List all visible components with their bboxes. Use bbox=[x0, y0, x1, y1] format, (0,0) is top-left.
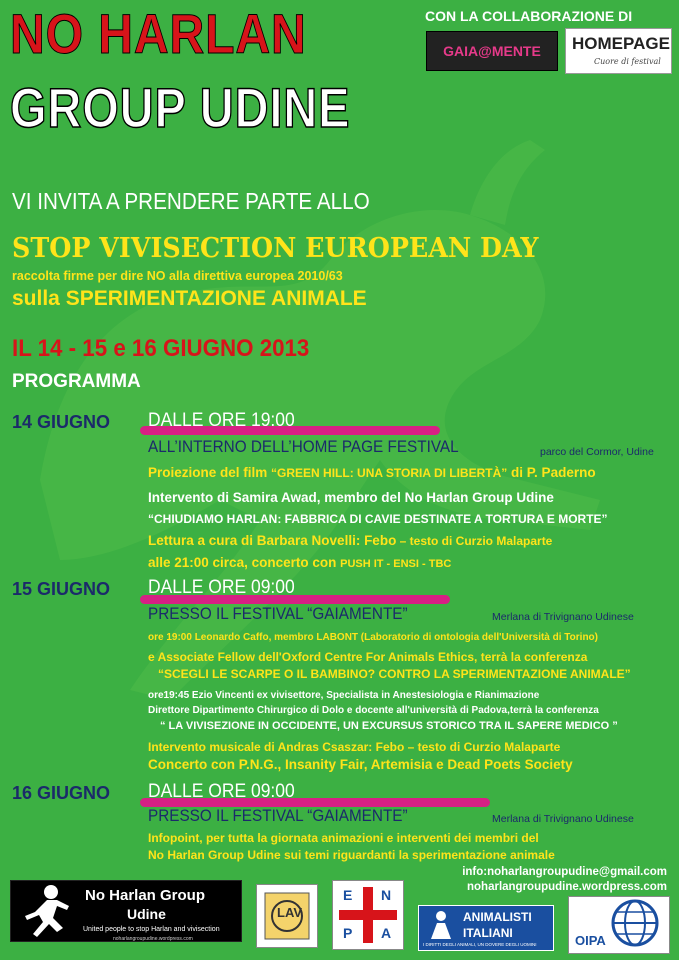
day-14-line3: “CHIUDIAMO HARLAN: FABBRICA DI CAVIE DESTINATE A TORTURA E MORTE” bbox=[148, 512, 608, 526]
reading-intro: Lettura a cura di Barbara Novelli: Febo bbox=[148, 533, 397, 548]
day-16-label: 16 GIUGNO bbox=[12, 783, 111, 803]
homepage-logo-text: HOMEPAGE bbox=[572, 34, 670, 53]
no-harlan-logo bbox=[10, 880, 242, 942]
day-15-hour: DALLE ORE 09:00 bbox=[148, 577, 295, 598]
homepage-logo-subtitle: Cuore di festival bbox=[594, 57, 661, 66]
day-14-line1 bbox=[148, 465, 596, 480]
enpa-letter-n: N bbox=[381, 887, 392, 903]
day-16-line2: No Harlan Group Udine sui temi riguardanti la sperimentazione animale bbox=[148, 848, 555, 862]
title-line2: GROUP UDINE bbox=[10, 76, 351, 139]
day-15-line2: e Associate Fellow dell'Oxford Centre For Animals Ethics, terrà la conferenza bbox=[148, 650, 588, 664]
day-15-line8: Concerto con P.N.G., Insanity Fair, Artemisia e Dead Poets Society bbox=[148, 757, 573, 772]
day-16-hour: DALLE ORE 09:00 bbox=[148, 781, 295, 802]
day-16-line1: Infopoint, per tutta la giornata animazioni e interventi dei membri del bbox=[148, 831, 539, 845]
program-heading: PROGRAMMA bbox=[12, 371, 141, 392]
petition-text: raccolta firme per dire NO alla direttiva europea 2010/63 bbox=[12, 269, 343, 283]
invitation-text: VI INVITA A PRENDERE PARTE ALLO bbox=[12, 188, 370, 214]
day-15-line5: Direttore Dipartimento Chirurgico di Dolo e docente all'università di Padova,terrà la conferenza bbox=[148, 705, 599, 716]
collaboration-label: CON LA COLLABORAZIONE DI bbox=[425, 8, 633, 24]
no-harlan-logo-tagline: United people to stop Harlan and vivisection bbox=[83, 926, 220, 933]
no-harlan-logo-city: Udine bbox=[127, 906, 166, 922]
day-14-venue-location: parco del Cormor, Udine bbox=[540, 446, 654, 458]
gaiamente-logo bbox=[426, 31, 558, 71]
animalisti-name-line1: ANIMALISTI bbox=[463, 910, 532, 924]
day-15-label: 15 GIUGNO bbox=[12, 579, 111, 599]
lav-logo bbox=[256, 884, 318, 948]
lav-logo-text: LAV bbox=[277, 905, 303, 920]
reading-author: – testo di Curzio Malaparte bbox=[396, 534, 553, 548]
day-16-venue-location: Merlana di Trivignano Udinese bbox=[492, 813, 634, 825]
day-15-line6: “ LA VIVISEZIONE IN OCCIDENTE, UN EXCURSUS STORICO TRA IL SAPERE MEDICO ” bbox=[160, 720, 618, 732]
animalisti-tagline: I DIRITTI DEGLI ANIMALI, UN DOVERE DEGLI UOMINI bbox=[423, 942, 537, 947]
no-harlan-logo-url: noharlangroupudine.wordpress.com bbox=[113, 936, 193, 942]
enpa-letter-e: E bbox=[343, 887, 353, 903]
subject-text: sulla SPERIMENTAZIONE ANIMALE bbox=[12, 287, 367, 310]
concert-bands: PUSH IT - ENSI - TBC bbox=[340, 558, 452, 570]
day-14-hour: DALLE ORE 19:00 bbox=[148, 410, 295, 431]
contact-website: noharlangroupudine.wordpress.com bbox=[467, 881, 667, 893]
enpa-letter-a: A bbox=[381, 925, 392, 941]
film-director: di P. Paderno bbox=[511, 465, 596, 480]
day-14-line2: Intervento di Samira Awad, membro del No Harlan Group Udine bbox=[148, 490, 554, 505]
no-harlan-logo-name: No Harlan Group bbox=[85, 887, 206, 904]
oipa-logo bbox=[568, 896, 670, 954]
day-14-label: 14 GIUGNO bbox=[12, 412, 111, 432]
contacts-block bbox=[462, 865, 667, 895]
day-14-line4 bbox=[148, 533, 552, 548]
animalisti-name-line2: ITALIANI bbox=[463, 926, 513, 940]
animalisti-italiani-logo bbox=[418, 905, 554, 951]
day-15-line4: ore19:45 Ezio Vincenti ex vivisettore, Specialista in Anestesiologia e Rianimazione bbox=[148, 690, 540, 701]
day-15-line7: Intervento musicale di Andras Csaszar: Febo – testo di Curzio Malaparte bbox=[148, 740, 561, 754]
film-title: “GREEN HILL: UNA STORIA DI LIBERTÀ” bbox=[271, 466, 508, 480]
day-15-venue-location: Merlana di Trivignano Udinese bbox=[492, 611, 634, 623]
concert-intro: alle 21:00 circa, concerto con bbox=[148, 555, 337, 570]
event-title: STOP VIVISECTION EUROPEAN DAY bbox=[12, 233, 539, 264]
event-dates: IL 14 - 15 e 16 GIUGNO 2013 bbox=[12, 335, 310, 362]
contact-email: info:noharlangroupudine@gmail.com bbox=[462, 866, 667, 878]
title-line1: NO HARLAN bbox=[10, 2, 307, 65]
day-15-venue: PRESSO IL FESTIVAL “GAIAMENTE” bbox=[148, 604, 408, 623]
gaiamente-logo-text: GAIA@MENTE bbox=[443, 43, 541, 59]
enpa-logo bbox=[332, 880, 404, 950]
animalisti-figure-icon bbox=[423, 909, 459, 941]
day-15-line1: ore 19:00 Leonardo Caffo, membro LABONT (Laboratorio di ontologia dell'Università di Torino) bbox=[148, 632, 598, 643]
oipa-logo-text: OIPA bbox=[575, 933, 606, 948]
runner-icon bbox=[17, 882, 77, 940]
film-intro: Proiezione del film bbox=[148, 465, 268, 480]
homepage-logo bbox=[565, 28, 672, 74]
day-14-venue: ALL’INTERNO DELL’HOME PAGE FESTIVAL bbox=[148, 437, 459, 456]
day-14-line5 bbox=[148, 555, 451, 570]
enpa-letter-p: P bbox=[343, 925, 353, 941]
day-16-venue: PRESSO IL FESTIVAL “GAIAMENTE” bbox=[148, 806, 408, 825]
day-15-line3: “SCEGLI LE SCARPE O IL BAMBINO? CONTRO LA SPERIMENTAZIONE ANIMALE” bbox=[158, 667, 631, 681]
